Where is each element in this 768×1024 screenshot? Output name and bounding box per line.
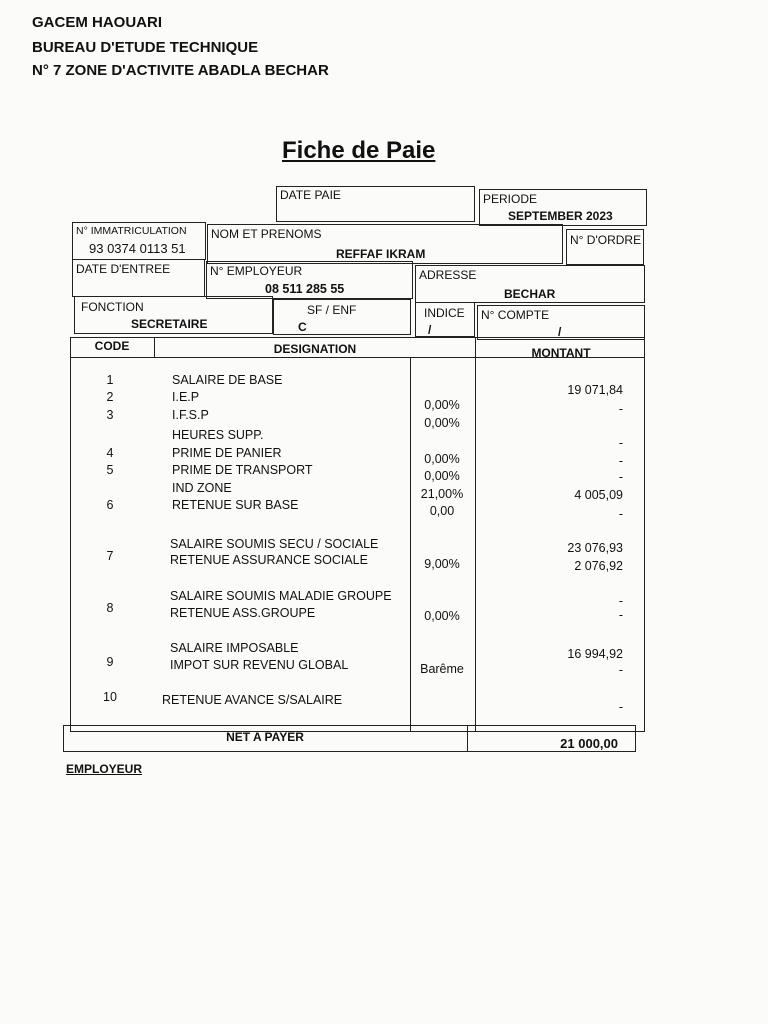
company-bureau: BUREAU D'ETUDE TECHNIQUE bbox=[32, 39, 259, 56]
sf-enf-box bbox=[273, 299, 411, 335]
row-amount: - bbox=[618, 454, 623, 468]
row-amount: - bbox=[618, 594, 623, 608]
employeur-box bbox=[206, 261, 413, 299]
compte-label: N° COMPTE bbox=[481, 308, 550, 322]
row-code: 3 bbox=[106, 408, 114, 422]
row-code: 8 bbox=[106, 601, 114, 615]
compte-box bbox=[477, 305, 645, 340]
row-rate: 21,00% bbox=[420, 487, 464, 501]
row-designation: RETENUE ASSURANCE SOCIALE bbox=[170, 553, 368, 567]
date-paie-label: DATE PAIE bbox=[280, 188, 341, 202]
row-designation: SALAIRE IMPOSABLE bbox=[170, 641, 299, 655]
col-designation-header: DESIGNATION bbox=[273, 342, 357, 356]
row-rate: Barême bbox=[420, 662, 464, 676]
row-designation: SALAIRE SOUMIS MALADIE GROUPE bbox=[170, 589, 392, 603]
row-amount: - bbox=[618, 608, 623, 622]
ordre-label: N° D'ORDRE bbox=[570, 233, 642, 247]
indice-box bbox=[415, 302, 475, 337]
page-title: Fiche de Paie bbox=[282, 137, 436, 164]
net-label: NET A PAYER bbox=[226, 730, 304, 744]
net-value: 21 000,00 bbox=[560, 736, 618, 751]
row-rate: 0,00% bbox=[424, 416, 460, 430]
row-amount: - bbox=[618, 507, 623, 521]
row-designation: I.F.S.P bbox=[172, 408, 209, 422]
row-amount: - bbox=[618, 436, 623, 450]
row-amount: - bbox=[618, 402, 623, 416]
row-amount: 19 071,84 bbox=[567, 383, 623, 397]
immatriculation-label: N° IMMATRICULATION bbox=[76, 225, 187, 237]
fonction-box bbox=[74, 296, 273, 334]
row-rate: 0,00% bbox=[424, 609, 460, 623]
row-designation: PRIME DE PANIER bbox=[172, 446, 282, 460]
employeur-label: N° EMPLOYEUR bbox=[210, 264, 303, 278]
row-code: 6 bbox=[106, 498, 114, 512]
company-address: N° 7 ZONE D'ACTIVITE ABADLA BECHAR bbox=[32, 62, 329, 79]
row-amount: - bbox=[618, 700, 623, 714]
row-code: 2 bbox=[106, 390, 114, 404]
row-amount: 2 076,92 bbox=[574, 559, 623, 573]
row-rate: 9,00% bbox=[424, 557, 460, 571]
row-code: 10 bbox=[103, 690, 117, 704]
row-amount: 16 994,92 bbox=[567, 647, 623, 661]
immatriculation-box bbox=[72, 222, 206, 260]
row-amount: 4 005,09 bbox=[574, 488, 623, 502]
row-rate: 0,00% bbox=[424, 452, 460, 466]
indice-value: / bbox=[428, 323, 432, 337]
date-paie-box bbox=[276, 186, 475, 222]
nom-value: REFFAF IKRAM bbox=[336, 247, 426, 261]
row-designation: SALAIRE SOUMIS SECU / SOCIALE bbox=[170, 537, 379, 551]
nom-box bbox=[207, 224, 563, 264]
fonction-value: SECRETAIRE bbox=[131, 317, 208, 331]
periode-label: PERIODE bbox=[483, 192, 538, 206]
employeur-footer: EMPLOYEUR bbox=[66, 762, 143, 776]
fonction-label: FONCTION bbox=[81, 300, 144, 314]
row-designation: SALAIRE DE BASE bbox=[172, 373, 283, 387]
sf-enf-value: C bbox=[298, 320, 307, 334]
row-designation: HEURES SUPP. bbox=[172, 428, 264, 442]
row-rate: 0,00 bbox=[429, 504, 455, 518]
row-code: 9 bbox=[106, 655, 114, 669]
periode-value: SEPTEMBER 2023 bbox=[508, 209, 613, 223]
row-designation: RETENUE ASS.GROUPE bbox=[170, 606, 316, 620]
row-designation: RETENUE SUR BASE bbox=[172, 498, 299, 512]
row-code: 4 bbox=[106, 446, 114, 460]
adresse-value: BECHAR bbox=[504, 287, 556, 301]
nom-label: NOM ET PRENOMS bbox=[211, 227, 322, 241]
row-code: 1 bbox=[106, 373, 114, 387]
row-amount: - bbox=[618, 663, 623, 677]
employeur-value: 08 511 285 55 bbox=[265, 282, 345, 296]
date-entree-label: DATE D'ENTREE bbox=[76, 262, 171, 276]
sf-enf-label: SF / ENF bbox=[307, 303, 357, 317]
ordre-box bbox=[566, 229, 644, 265]
compte-value: / bbox=[558, 325, 562, 339]
col-montant-header: MONTANT bbox=[531, 346, 591, 360]
row-code: 5 bbox=[106, 463, 114, 477]
indice-label: INDICE bbox=[424, 306, 465, 320]
row-amount: 23 076,93 bbox=[567, 541, 623, 555]
immatriculation-value: 93 0374 0113 51 bbox=[89, 241, 186, 256]
row-rate: 0,00% bbox=[424, 398, 460, 412]
col-code-header: CODE bbox=[94, 339, 130, 353]
date-entree-box bbox=[72, 259, 205, 297]
company-name: GACEM HAOUARI bbox=[32, 14, 162, 31]
row-designation: RETENUE AVANCE S/SALAIRE bbox=[162, 693, 343, 707]
row-amount: - bbox=[618, 470, 623, 484]
row-designation: IMPOT SUR REVENU GLOBAL bbox=[170, 658, 349, 672]
adresse-box bbox=[415, 265, 645, 303]
row-designation: PRIME DE TRANSPORT bbox=[172, 463, 313, 477]
adresse-label: ADRESSE bbox=[419, 268, 477, 282]
row-designation: IND ZONE bbox=[172, 481, 232, 495]
row-designation: I.E.P bbox=[172, 390, 200, 404]
row-rate: 0,00% bbox=[424, 469, 460, 483]
periode-box bbox=[479, 189, 647, 226]
row-code: 7 bbox=[106, 549, 114, 563]
